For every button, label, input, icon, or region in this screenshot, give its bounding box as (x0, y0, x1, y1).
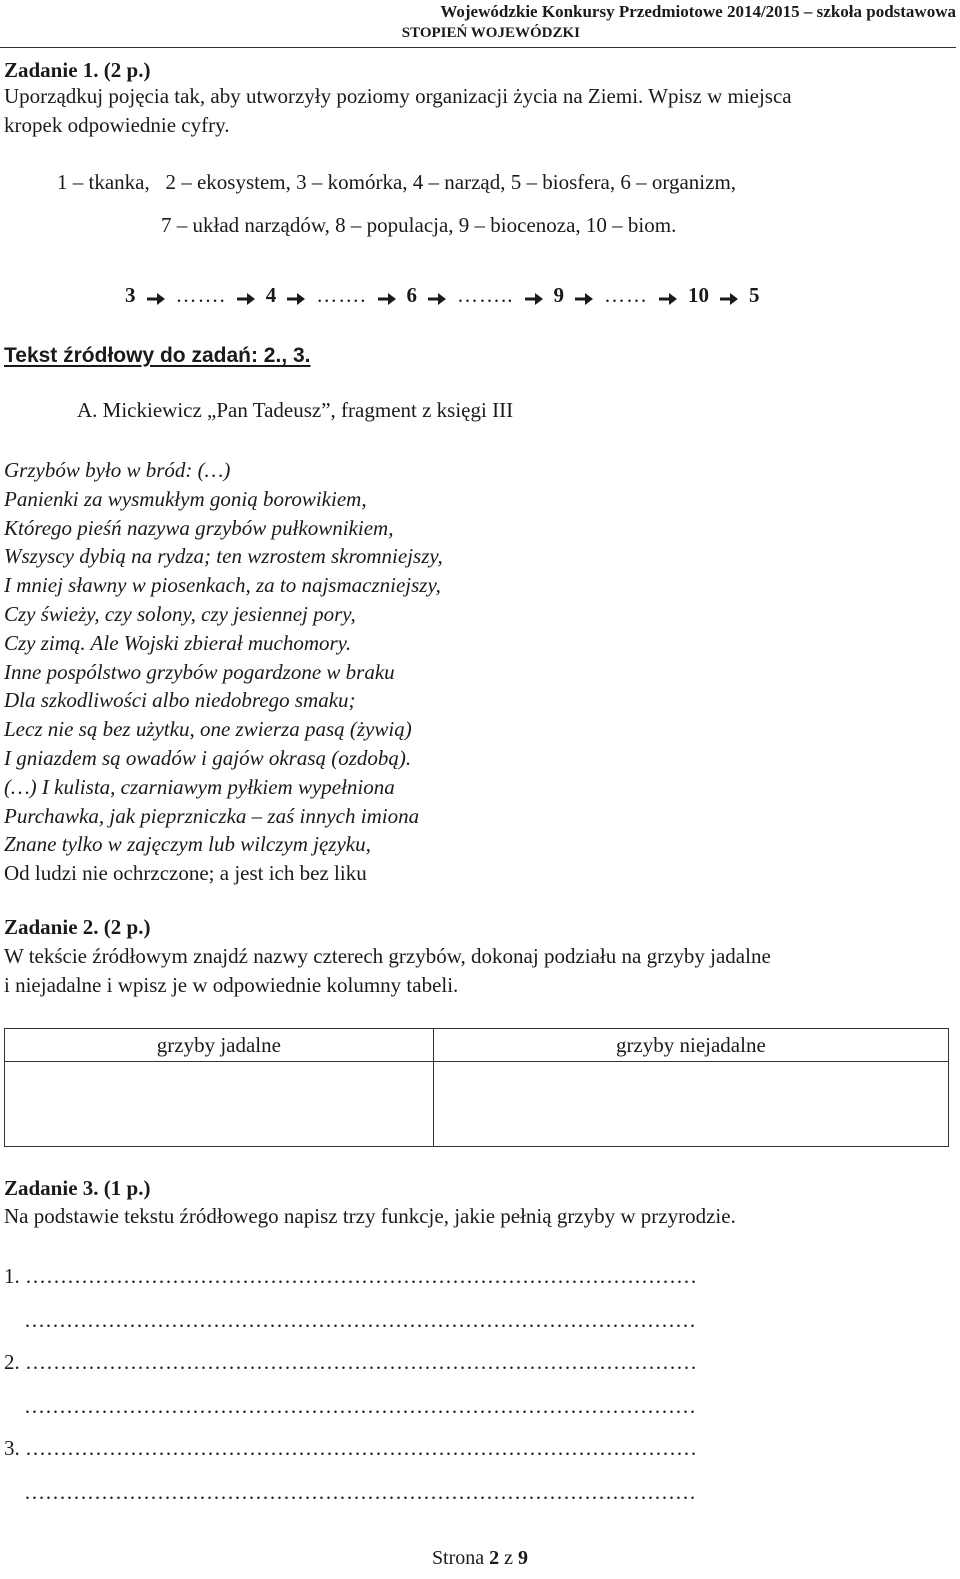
task1-terms-line2: 7 – układ narządów, 8 – populacja, 9 – biocenoza, 10 – biom. (161, 213, 677, 237)
arrow-right-icon (146, 288, 166, 304)
mushroom-table (4, 1028, 949, 1147)
answer-line-2[interactable]: 2. …………………………………………………………………………………… (4, 1350, 697, 1374)
poem-line: Znane tylko w zajęczym lub wilczym języku, (4, 832, 371, 857)
header-contest-title: Wojewódzkie Konkursy Przedmiotowe 2014/2015 – szkoła podstawowa (440, 2, 956, 21)
answer-line-2-cont[interactable]: …………………………………………………………………………………… (24, 1394, 696, 1418)
table-header-inedible: grzyby niejadalne (433, 1029, 948, 1062)
poem-line: Panienki za wysmukłym gonią borowikiem, (4, 486, 367, 511)
source-author-title: A. Mickiewicz „Pan Tadeusz”, fragment z księgi III (77, 398, 514, 422)
poem-line: Inne pospólstwo grzybów pogardzone w braku (4, 659, 395, 684)
header-divider (0, 47, 956, 48)
arrow-right-icon (377, 288, 397, 304)
task1-label: Zadanie 1. (2 p.) (4, 58, 151, 82)
answer-line-3[interactable]: 3. …………………………………………………………………………………… (4, 1436, 697, 1460)
chain-number: 6 (406, 283, 417, 307)
chain-number: 3 (125, 283, 136, 307)
page-footer: Strona 2 z 9 (431, 1547, 529, 1569)
poem-line: Czy zimą. Ale Wojski zbierał muchomory. (4, 630, 352, 655)
chain-blank[interactable]: ……. (175, 283, 226, 307)
poem-line: Purchawka, jak pieprzniczka – zaś innych imiona (4, 803, 420, 828)
chain-number: 9 (553, 283, 564, 307)
poem-line: Od ludzi nie ochrzczone; a jest ich bez liku (4, 861, 367, 886)
chain-blank[interactable]: …… (604, 283, 648, 307)
poem-line: (…) I kulista, czarniawym pyłkiem wypełniona (4, 774, 395, 799)
task3-label: Zadanie 3. (1 p.) (4, 1176, 151, 1200)
arrow-right-icon (524, 288, 544, 304)
task1-instruction: Uporządkuj pojęcia tak, aby utworzyły poziomy organizacji życia na Ziemi. Wpisz w miejsca kropek odpowiednie cyfry. (4, 84, 792, 137)
answer-line-1[interactable]: 1. …………………………………………………………………………………… (4, 1264, 697, 1288)
chain-blank[interactable]: …….. (457, 283, 514, 307)
answer-cell-edible[interactable] (5, 1062, 434, 1147)
task1-answer-chain (125, 283, 760, 308)
answer-line-1-cont[interactable]: …………………………………………………………………………………… (24, 1308, 696, 1332)
poem-line: I mniej sławny w piosenkach, za to najsmaczniejszy, (4, 573, 441, 598)
poem-line: Którego pieśń nazywa grzybów pułkownikiem, (4, 515, 394, 540)
arrow-right-icon (427, 288, 447, 304)
arrow-right-icon (719, 288, 739, 304)
chain-number: 5 (749, 283, 760, 307)
poem-line: Wszyscy dybią na rydza; ten wzrostem skromniejszy, (4, 544, 443, 569)
poem-fragment (4, 456, 443, 888)
chain-number: 4 (265, 283, 277, 307)
poem-line: Grzybów było w bród: (…) (4, 458, 231, 482)
poem-line: Czy świeży, czy solony, czy jesiennej pory, (4, 601, 356, 626)
source-heading: Tekst źródłowy do zadań: 2., 3. (4, 344, 311, 367)
arrow-right-icon (574, 288, 594, 304)
header-stage: STOPIEŃ WOJEWÓDZKI (401, 25, 580, 41)
task3-instruction: Na podstawie tekstu źródłowego napisz trzy funkcje, jakie pełnią grzyby w przyrodzie. (4, 1204, 736, 1228)
table-header-edible: grzyby jadalne (5, 1029, 434, 1062)
task2-instruction: W tekście źródłowym znajdź nazwy czterech grzybów, dokonaj podziału na grzyby jadalne i niejadalne i wpisz je w odpowiednie kolumny tabeli. (4, 944, 771, 997)
chain-blank[interactable]: ……. (316, 283, 367, 307)
arrow-right-icon (286, 288, 306, 304)
chain-number: 10 (688, 283, 709, 307)
answer-cell-inedible[interactable] (433, 1062, 948, 1147)
arrow-right-icon (236, 288, 256, 304)
poem-line: Lecz nie są bez użytku, one zwierza pasą (żywią) (4, 717, 412, 742)
task1-terms-line1: 1 – tkanka, 2 – ekosystem, 3 – komórka, 4 – narząd, 5 – biosfera, 6 – organizm, (57, 170, 737, 194)
poem-line: I gniazdem są owadów i gajów okrasą (ozdobą). (4, 745, 412, 770)
poem-line: Dla szkodliwości albo niedobrego smaku; (4, 688, 356, 713)
task2-label: Zadanie 2. (2 p.) (4, 915, 151, 939)
arrow-right-icon (658, 288, 678, 304)
answer-line-3-cont[interactable]: …………………………………………………………………………………… (24, 1480, 696, 1504)
